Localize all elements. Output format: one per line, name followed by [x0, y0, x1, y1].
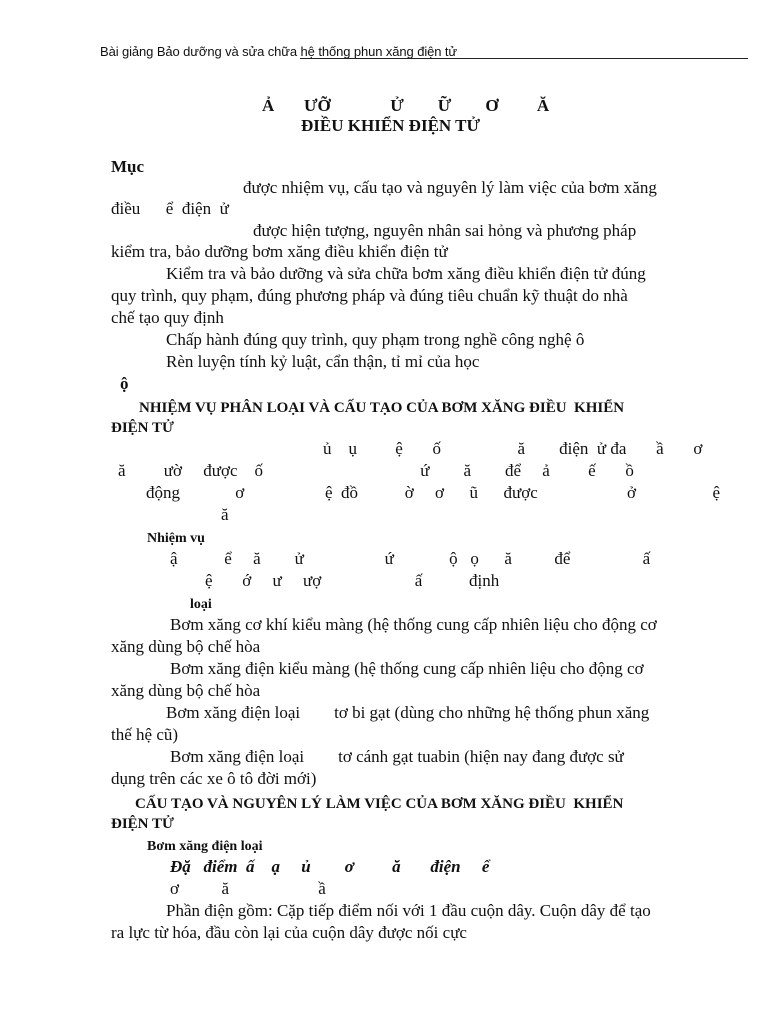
objective-line-9: Rèn luyện tính kỷ luật, cẩn thận, tỉ mỉ của học: [166, 352, 480, 371]
section-2-heading-line-2: ĐIỆN TỬ: [111, 816, 174, 832]
objective-line-2: điều ể điện ử: [111, 199, 229, 218]
phan-loai-item-2-line-1: Bơm xăng điện kiểu màng (hệ thống cung cấp nhiên liệu cho động cơ: [170, 659, 644, 678]
phan-loai-item-4-line-2: dụng trên các xe ô tô đời mới): [111, 769, 317, 788]
objective-line-5: Kiểm tra và bảo dưỡng và sửa chữa bơm xăng điều khiển điện tử đúng: [166, 264, 646, 283]
stray-char: ộ: [120, 374, 129, 393]
section-1-heading-line-2: ĐIỆN TỬ: [111, 420, 174, 436]
nhiem-vu-fragment-line-2: ệ ớ ư ượ ấ định: [205, 571, 500, 590]
objective-line-6: quy trình, quy phạm, đúng phương pháp và đúng tiêu chuẩn kỹ thuật do nhà: [111, 286, 628, 305]
page-header: Bài giảng Bảo dưỡng và sửa chữa hệ thống phun xăng điện tử: [100, 44, 458, 59]
objective-line-3: được hiện tượng, nguyên nhân sai hỏng và phương pháp: [253, 221, 637, 240]
title-line-2: ĐIỀU KHIỂN ĐIỆN TỬ: [301, 116, 481, 135]
phan-loai-item-3-line-2: thế hệ cũ): [111, 725, 179, 744]
objective-line-4: kiểm tra, bảo dưỡng bơm xăng điều khiển điện tử: [111, 242, 448, 261]
section-1-fragment-line-1: ủ ụ ệ ố ă điện ử đa ầ ơ: [323, 439, 703, 458]
section-2-paragraph-line-2: ra lực từ hóa, đầu còn lại của cuộn dây được nối cực: [111, 923, 467, 942]
section-1-fragment-line-2: ă ườ được ố ứ ă để ả ế ồ: [118, 461, 634, 480]
phan-loai-item-1-line-2: xăng dùng bộ chế hòa: [111, 637, 261, 656]
section-2-subheading: Bơm xăng điện loại: [147, 839, 263, 854]
nhiem-vu-heading: Nhiệm vụ: [147, 531, 205, 546]
section-1-fragment-line-4: ă: [221, 505, 229, 524]
section-2-italic-line-1: Đặ điểm ấ ạ ủ ơ ă điện ể: [170, 857, 490, 876]
muc-heading: Mục: [111, 157, 145, 176]
section-2-italic-line-2: ơ ă ầ: [170, 879, 326, 898]
phan-loai-item-3-line-1: Bơm xăng điện loại tơ bi gạt (dùng cho những hệ thống phun xăng: [166, 703, 650, 722]
section-2-heading-line-1: CẤU TẠO VÀ NGUYÊN LÝ LÀM VIỆC CỦA BƠM XĂNG ĐIỀU KHIỂN: [135, 796, 624, 812]
phan-loai-item-4-line-1: Bơm xăng điện loại tơ cánh gạt tuabin (hiện nay đang được sử: [170, 747, 624, 766]
title-line-1: Ả ƯỠ Ử Ữ Ơ Ă: [262, 96, 550, 115]
section-1-heading-line-1: NHIỆM VỤ PHÂN LOẠI VÀ CẤU TẠO CỦA BƠM XĂNG ĐIỀU KHIỂN: [139, 400, 625, 416]
section-1-fragment-line-3: động ơ ệ đồ ờ ơ ũ được ở ệ: [146, 483, 721, 502]
objective-line-7: chế tạo quy định: [111, 308, 224, 327]
section-2-paragraph-line-1: Phần điện gồm: Cặp tiếp điểm nối với 1 đầu cuộn dây. Cuộn dây để tạo: [166, 901, 651, 920]
phan-loai-item-2-line-2: xăng dùng bộ chế hòa: [111, 681, 261, 700]
objective-line-1: được nhiệm vụ, cấu tạo và nguyên lý làm việc của bơm xăng: [243, 178, 657, 197]
header-rule: [300, 58, 748, 59]
phan-loai-item-1-line-1: Bơm xăng cơ khí kiểu màng (hệ thống cung cấp nhiên liệu cho động cơ: [170, 615, 657, 634]
nhiem-vu-fragment-line-1: ậ ể ă ử ứ ộ ọ ă để ấ: [170, 549, 651, 568]
objective-line-8: Chấp hành đúng quy trình, quy phạm trong nghề công nghệ ô: [166, 330, 585, 349]
phan-loai-heading: loại: [190, 597, 212, 612]
